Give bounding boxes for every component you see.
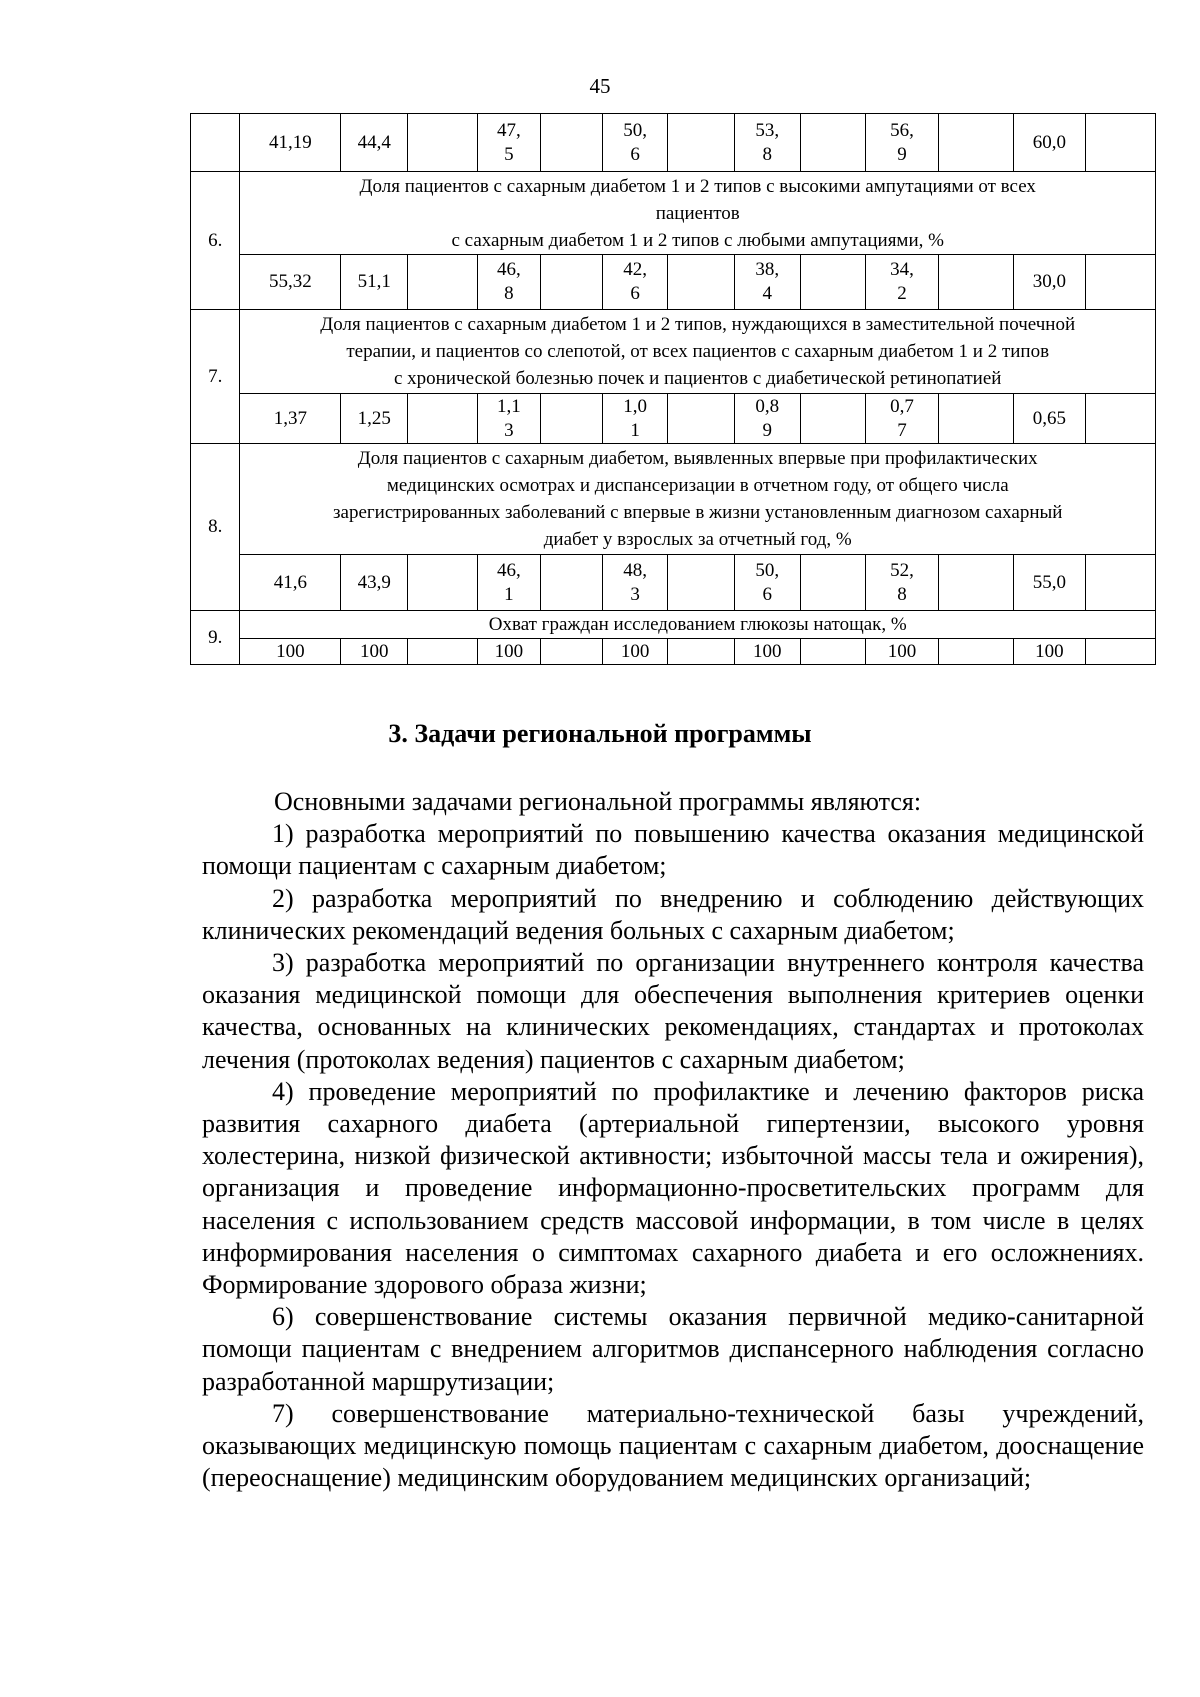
value-cell: 43,9 <box>341 555 408 611</box>
task-paragraph: 2) разработка мероприятий по внедрению и соблюдению действующих клинических рекомендаций ведения больных с сахарным диабетом; <box>202 883 1144 945</box>
value-cell: 42, 6 <box>602 255 668 310</box>
value-cell <box>1086 255 1156 310</box>
value-cell <box>541 555 603 611</box>
value-cell: 0,7 7 <box>866 394 939 444</box>
indicator-title-line: медицинских осмотрах и диспансеризации в отчетном году, от общего числа <box>386 475 1009 496</box>
value-cell <box>1086 555 1156 611</box>
value-cell <box>668 255 735 310</box>
value-cell <box>1086 639 1156 665</box>
indicator-title-line: с хронической болезнью почек и пациентов с диабетической ретинопатией <box>394 368 1002 389</box>
value-cell: 44,4 <box>341 114 408 172</box>
value-cell <box>408 394 478 444</box>
page-number: 45 <box>589 74 611 98</box>
value-cell: 56, 9 <box>866 114 939 172</box>
value-cell: 46, 1 <box>477 555 541 611</box>
value-cell: 1,37 <box>240 394 341 444</box>
indicator-title-line: с сахарным диабетом 1 и 2 типов с любыми ампутациями, % <box>451 229 944 251</box>
indicator-title <box>240 172 1156 255</box>
table-row <box>191 394 1156 444</box>
section-body <box>202 786 1144 1494</box>
table-row <box>191 114 1156 172</box>
value-cell <box>668 555 735 611</box>
value-cell: 100 <box>1013 639 1086 665</box>
value-cell: 1,0 1 <box>602 394 668 444</box>
indicator-title <box>240 611 1156 639</box>
value-cell <box>938 255 1013 310</box>
value-cell <box>800 555 866 611</box>
indicator-title-line: терапии, и пациентов со слепотой, от всех пациентов с сахарным диабетом 1 и 2 типов <box>346 341 1050 362</box>
value-cell: 55,32 <box>240 255 341 310</box>
indicator-title <box>240 310 1156 394</box>
task-paragraph: 4) проведение мероприятий по профилактике и лечению факторов риска развития сахарного диабета (артериальной гипертензии, высокого уровня холестерина, низкой физической активности; избыточной массы тела и ожирения), организация и проведение информационно-просветительских программ для населения с использованием средств массовой информации, в том числе в целях информирования населения о симптомах сахарного диабета и его осложнениях. Формирование здорового образа жизни; <box>202 1076 1144 1300</box>
value-cell <box>408 555 478 611</box>
value-cell: 55,0 <box>1013 555 1086 611</box>
value-cell: 30,0 <box>1013 255 1086 310</box>
task-paragraph: 3) разработка мероприятий по организации внутреннего контроля качества оказания медицинской помощи для обеспечения выполнения критериев оценки качества, основанных на клинических рекомендациях, стандартах и протоколах лечения (протоколах ведения) пациентов с сахарным диабетом; <box>202 948 1144 1074</box>
value-cell <box>800 639 866 665</box>
indicator-title-line: зарегистрированных заболеваний с впервые в жизни установленным диагнозом сахарный <box>333 502 1063 523</box>
table-row-title <box>191 172 1156 255</box>
row-number-cell: 6. <box>191 172 240 310</box>
value-cell <box>408 114 478 172</box>
table-row-title <box>191 611 1156 639</box>
value-cell: 38, 4 <box>735 255 801 310</box>
indicators-table <box>190 113 1156 665</box>
value-cell <box>1086 394 1156 444</box>
value-cell: 47, 5 <box>477 114 541 172</box>
value-cell: 52, 8 <box>866 555 939 611</box>
value-cell: 50, 6 <box>602 114 668 172</box>
value-cell: 100 <box>735 639 801 665</box>
value-cell <box>541 394 603 444</box>
value-cell <box>541 114 603 172</box>
value-cell <box>938 639 1013 665</box>
value-cell <box>800 394 866 444</box>
value-cell: 41,6 <box>240 555 341 611</box>
value-cell <box>1086 114 1156 172</box>
value-cell: 53, 8 <box>735 114 801 172</box>
value-cell <box>408 255 478 310</box>
value-cell: 100 <box>866 639 939 665</box>
value-cell <box>938 555 1013 611</box>
value-cell <box>800 114 866 172</box>
table-row <box>191 639 1156 665</box>
value-cell: 48, 3 <box>602 555 668 611</box>
value-cell: 100 <box>240 639 341 665</box>
value-cell <box>938 114 1013 172</box>
table-row-title <box>191 444 1156 555</box>
value-cell: 50, 6 <box>735 555 801 611</box>
value-cell <box>408 639 478 665</box>
value-cell <box>800 255 866 310</box>
row-number-cell: 7. <box>191 310 240 444</box>
indicator-title <box>240 444 1156 555</box>
value-cell <box>541 639 603 665</box>
intro-paragraph: Основными задачами региональной программы являются: <box>274 787 922 816</box>
value-cell: 51,1 <box>341 255 408 310</box>
row-number-cell: 8. <box>191 444 240 611</box>
table-row <box>191 555 1156 611</box>
task-paragraph: 1) разработка мероприятий по повышению качества оказания медицинской помощи пациентам с сахарным диабетом; <box>202 819 1144 881</box>
value-cell: 1,1 3 <box>477 394 541 444</box>
value-cell: 100 <box>602 639 668 665</box>
value-cell: 41,19 <box>240 114 341 172</box>
value-cell <box>541 255 603 310</box>
value-cell <box>938 394 1013 444</box>
indicator-title-line: Доля пациентов с сахарным диабетом 1 и 2 типов с высокими ампутациями от всех <box>359 175 1036 197</box>
value-cell: 1,25 <box>341 394 408 444</box>
value-cell: 100 <box>477 639 541 665</box>
table-row-title <box>191 310 1156 394</box>
value-cell: 34, 2 <box>866 255 939 310</box>
value-cell: 60,0 <box>1013 114 1086 172</box>
value-cell: 100 <box>341 639 408 665</box>
value-cell <box>668 114 735 172</box>
value-cell: 0,65 <box>1013 394 1086 444</box>
indicator-title-line: Доля пациентов с сахарным диабетом 1 и 2 типов, нуждающихся в заместительной почечной <box>320 314 1076 335</box>
section-heading: 3. Задачи региональной программы <box>388 719 812 748</box>
indicator-title-line: Доля пациентов с сахарным диабетом, выявленных впервые при профилактических <box>357 448 1038 469</box>
indicator-title-line: пациентов <box>655 202 740 224</box>
table-row <box>191 255 1156 310</box>
value-cell <box>668 394 735 444</box>
row-number-cell <box>191 114 240 172</box>
row-number-cell: 9. <box>191 611 240 665</box>
value-cell: 46, 8 <box>477 255 541 310</box>
value-cell <box>668 639 735 665</box>
indicator-title-line: Охват граждан исследованием глюкозы натощак, % <box>488 614 907 635</box>
indicator-title-line: диабет у взрослых за отчетный год, % <box>543 529 852 550</box>
task-paragraph: 6) совершенствование системы оказания первичной медико-санитарной помощи пациентам с внедрением алгоритмов диспансерного наблюдения согласно разработанной маршрутизации; <box>202 1302 1144 1396</box>
value-cell: 0,8 9 <box>735 394 801 444</box>
task-paragraph: 7) совершенствование материально-технической базы учреждений, оказывающих медицинскую помощь пациентам с сахарным диабетом, дооснащение (переоснащение) медицинским оборудованием медицинских организаций; <box>202 1398 1144 1493</box>
